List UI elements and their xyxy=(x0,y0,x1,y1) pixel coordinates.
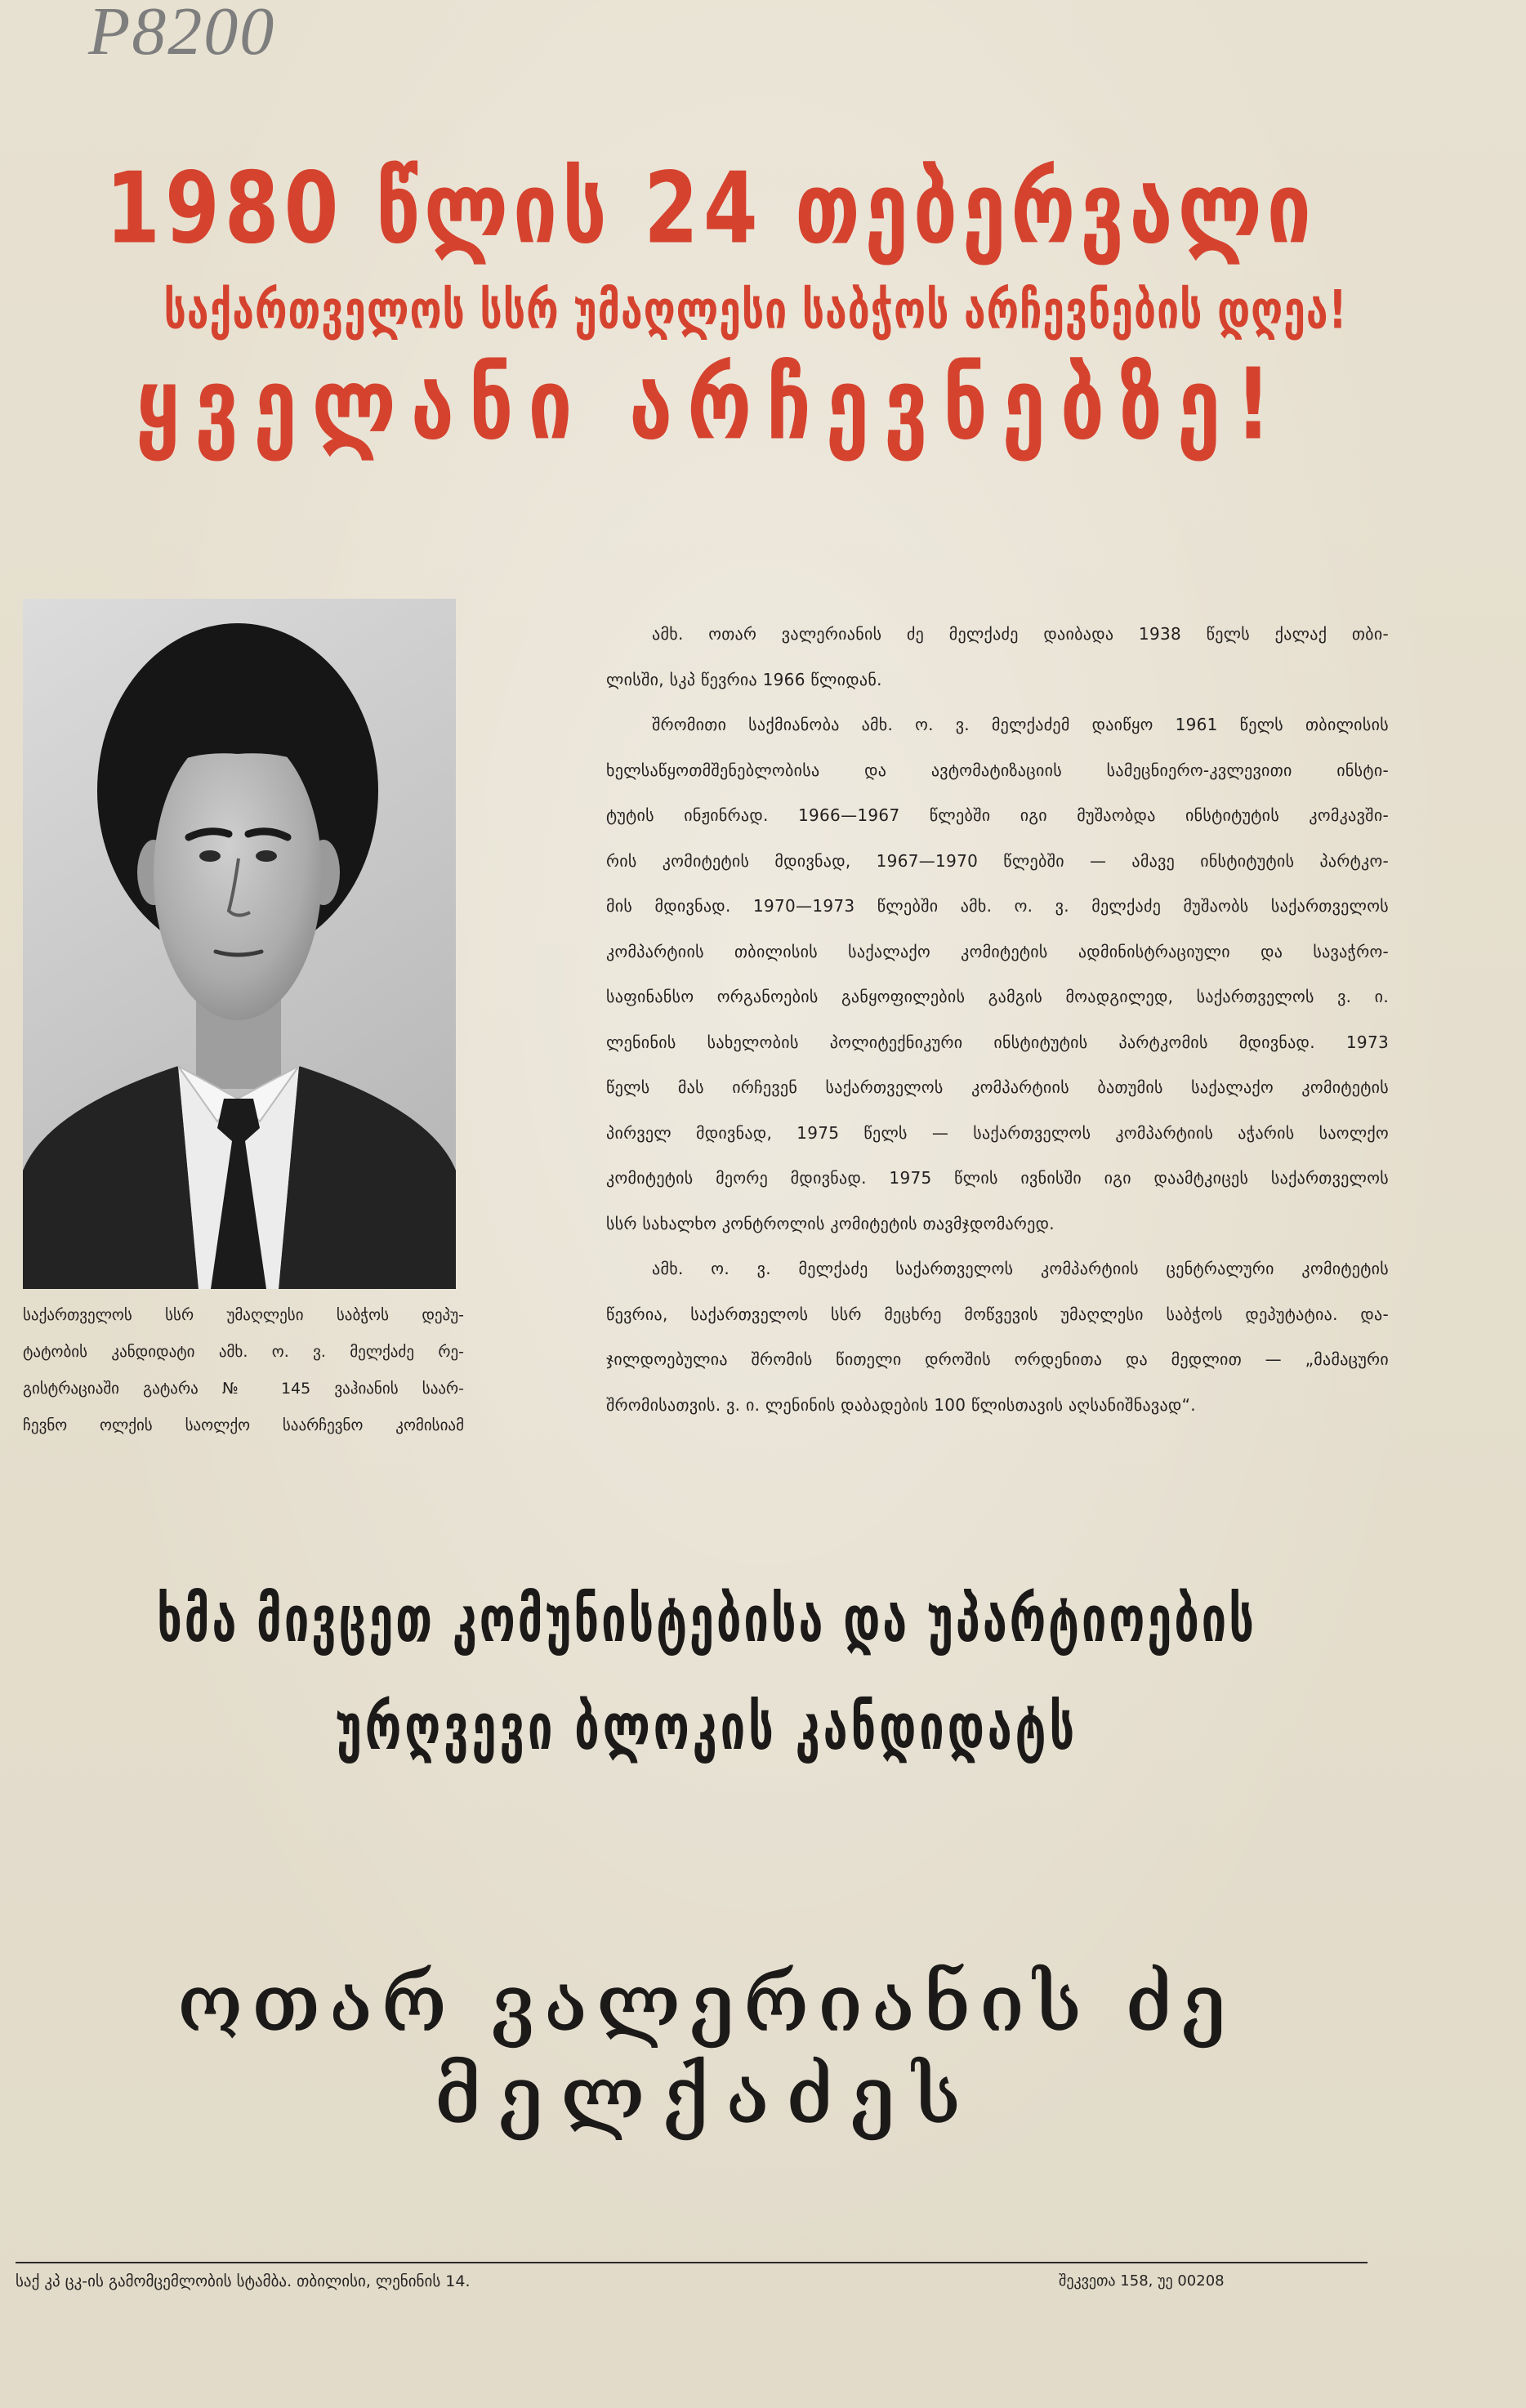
printer-imprint: საქ კპ ცკ-ის გამომცემლობის სტამბა. თბილისი, ლენინის 14. xyxy=(16,2272,471,2290)
caption-line: გისტრაციაში გატარა № 145 ვაჰიანის საარ- xyxy=(23,1380,464,1398)
headline-election-day: საქართველოს სსრ უმაღლესი საბჭოს არჩევნების დღეა! xyxy=(163,279,1348,341)
bio-line: კომიტეტის მეორე მდივნად. 1975 წლის ივნისში იგი დაამტკიცეს საქართველოს xyxy=(606,1168,1389,1188)
portrait-caption xyxy=(23,1297,464,1444)
caption-line: ტატობის კანდიდატი ამხ. ო. ვ. მელქაძე რე- xyxy=(23,1343,464,1361)
bio-line: წევრია, საქართველოს სსრ მეცხრე მოწვევის უმაღლესი საბჭოს დეპუტატია. და- xyxy=(606,1304,1389,1324)
bio-paragraph xyxy=(606,1246,1389,1428)
headline-call-to-vote: ყველანი არჩევნებზე! xyxy=(136,347,1286,462)
caption-line: ჩევნო ოლქის საოლქო საარჩევნო კომისიამ xyxy=(23,1416,464,1434)
bio-line: პირველ მდივნად, 1975 წელს — საქართველოს კომპარტიის აჭარის საოლქო xyxy=(606,1122,1389,1143)
candidate-biography xyxy=(606,612,1389,1428)
bio-line: ტუტის ინჟინრად. 1966—1967 წლებში იგი მუშაობდა ინსტიტუტის კომკავში- xyxy=(606,805,1389,825)
bio-line: ამხ. ო. ვ. მელქაძე საქართველოს კომპარტიის ცენტრალური კომიტეტის xyxy=(652,1259,1389,1278)
caption-line: საქართველოს სსრ უმაღლესი საბჭოს დეპუ- xyxy=(23,1306,464,1324)
candidate-name-line-1: ოთარ ვალერიანის ძე xyxy=(177,1957,1236,2049)
bio-line: სსრ სახალხო კონტროლის კომიტეტის თავმჯდომარედ. xyxy=(606,1213,1055,1233)
bio-line: რის კომიტეტის მდივნად, 1967—1970 წლებში — ამავე ინსტიტუტის პარტკო- xyxy=(606,850,1389,871)
candidate-portrait xyxy=(23,599,456,1289)
bio-line: ჯილდოებულია შრომის წითელი დროშის ორდენითა და მედლით — „მამაცური xyxy=(606,1349,1389,1369)
footer-divider xyxy=(16,2262,1368,2263)
bio-paragraph xyxy=(606,702,1389,1246)
bio-line: წელს მას ირჩევენ საქართველოს კომპარტიის ბათუმის საქალაქო კომიტეტის xyxy=(606,1077,1389,1097)
print-order-number: შეკვეთა 158, უე 00208 xyxy=(1059,2272,1225,2290)
bio-line: ამხ. ოთარ ვალერიანის ძე მელქაძე დაიბადა 1938 წელს ქალაქ თბი- xyxy=(652,624,1389,644)
bio-line: კომპარტიის თბილისის საქალაქო კომიტეტის ადმინისტრაციული და სავაჭრო- xyxy=(606,941,1389,961)
bio-line: შრომითი საქმიანობა ამხ. ო. ვ. მელქაძემ დაიწყო 1961 წელს თბილისის xyxy=(652,715,1389,734)
bio-line: ლისში, სკპ წევრია 1966 წლიდან. xyxy=(606,669,882,689)
bio-line: მის მდივნად. 1970—1973 წლებში ამხ. ო. ვ. მელქაძე მუშაობს საქართველოს xyxy=(606,896,1389,916)
bio-paragraph xyxy=(606,612,1389,702)
slogan-line-1: ხმა მივცეთ კომუნისტებისა და უპარტიოების xyxy=(157,1581,1256,1657)
archive-mark: P8200 xyxy=(88,0,276,69)
bio-line: შრომისათვის. ვ. ი. ლენინის დაბადების 100 წლისთავის აღსანიშნავად“. xyxy=(606,1394,1196,1415)
bio-line: ლენინის სახელობის პოლიტექნიკური ინსტიტუტის პარტკომის მდივნად. 1973 xyxy=(606,1032,1389,1052)
bio-line: საფინანსო ორგანოების განყოფილების გამგის მოადგილედ, საქართველოს ვ. ი. xyxy=(606,987,1389,1006)
candidate-name-line-2: მელქაძეს xyxy=(435,2049,979,2141)
bio-line: ხელსაწყოთმშენებლობისა და ავტომატიზაციის სამეცნიერო-კვლევითი ინსტი- xyxy=(606,760,1389,780)
headline-date: 1980 წლის 24 თებერვალი xyxy=(105,151,1316,265)
slogan-line-2: ურღვევი ბლოკის კანდიდატს xyxy=(335,1689,1078,1764)
